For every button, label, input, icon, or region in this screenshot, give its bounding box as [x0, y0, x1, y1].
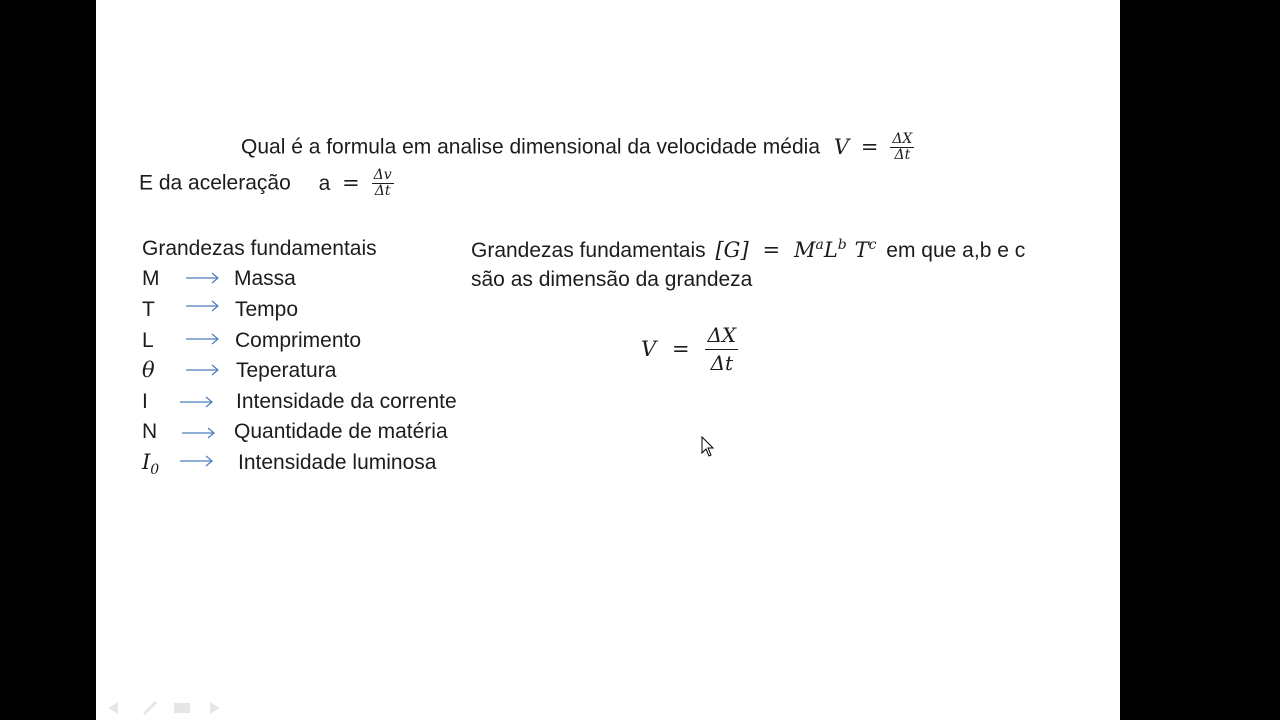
symbol-amount: N: [142, 420, 158, 443]
label-length: Comprimento: [235, 329, 362, 352]
dimension-formula-lhs: [G]: [715, 238, 749, 262]
dimension-note-line-1: [471, 238, 1025, 261]
equals-sign: =: [860, 134, 879, 159]
velocity-fraction: [705, 325, 738, 374]
slideshow-nav: [104, 700, 234, 716]
label-temperature: Teperatura: [236, 359, 337, 382]
fraction-denominator: Δt: [894, 146, 911, 163]
symbol-letter: I: [142, 450, 151, 474]
nav-pen-icon[interactable]: [144, 702, 156, 714]
exponent-b: b: [837, 237, 847, 253]
label-mass: Massa: [234, 267, 296, 290]
nav-menu-icon[interactable]: [174, 703, 190, 713]
fundamentals-heading: Grandezas fundamentais: [142, 237, 377, 260]
symbol-luminous: [142, 452, 159, 477]
dimension-M: M: [793, 238, 816, 262]
exponent-a: a: [815, 237, 824, 253]
question-line-2: [139, 168, 394, 198]
acceleration-text: E da aceleração: [139, 171, 291, 195]
fraction-denominator: Δt: [710, 351, 734, 375]
equals-sign: =: [762, 238, 781, 262]
nav-next-icon[interactable]: [210, 702, 220, 714]
fraction-numerator: ΔX: [705, 325, 738, 350]
symbol-time: T: [142, 298, 155, 321]
fraction-numerator: ΔX: [892, 131, 913, 147]
symbol-mass: M: [142, 267, 160, 290]
label-amount: Quantidade de matéria: [234, 420, 448, 443]
arrow-icon: [180, 455, 214, 467]
dimension-prefix: Grandezas fundamentais: [471, 239, 706, 262]
mouse-cursor-icon: [701, 436, 715, 458]
dimension-note-line-2: são as dimensão da grandeza: [471, 268, 753, 291]
symbol-subscript: 0: [150, 462, 160, 478]
symbol-length: L: [142, 329, 154, 352]
label-luminous: Intensidade luminosa: [238, 451, 437, 474]
acceleration-symbol: a: [318, 171, 331, 195]
velocity-symbol: V: [833, 134, 850, 159]
nav-prev-icon[interactable]: [108, 702, 118, 714]
dimension-T: T: [854, 238, 869, 262]
acceleration-fraction: [372, 168, 394, 198]
symbol-current: I: [142, 390, 148, 413]
fraction-denominator: Δt: [374, 182, 391, 199]
dimension-L: L: [823, 238, 838, 262]
arrow-icon: [180, 396, 214, 408]
question-line-1: [241, 132, 914, 162]
velocity-formula: [641, 325, 738, 374]
arrow-icon: [186, 364, 220, 376]
dimension-suffix: em que a,b e c: [886, 239, 1026, 262]
slide: [96, 0, 1120, 720]
exponent-c: c: [868, 237, 877, 253]
symbol-temperature: θ: [142, 358, 155, 382]
velocity-fraction-small: [890, 132, 914, 162]
label-current: Intensidade da corrente: [236, 390, 457, 413]
arrow-icon: [186, 300, 220, 312]
velocity-symbol: V: [641, 337, 657, 361]
equals-sign: =: [672, 337, 690, 361]
question-text: Qual é a formula em analise dimensional da velocidade média: [241, 135, 820, 159]
arrow-icon: [186, 333, 220, 345]
arrow-icon: [186, 272, 220, 284]
arrow-icon: [182, 427, 216, 439]
equals-sign: =: [342, 170, 360, 195]
label-time: Tempo: [235, 298, 299, 321]
fraction-numerator: Δv: [373, 167, 392, 183]
